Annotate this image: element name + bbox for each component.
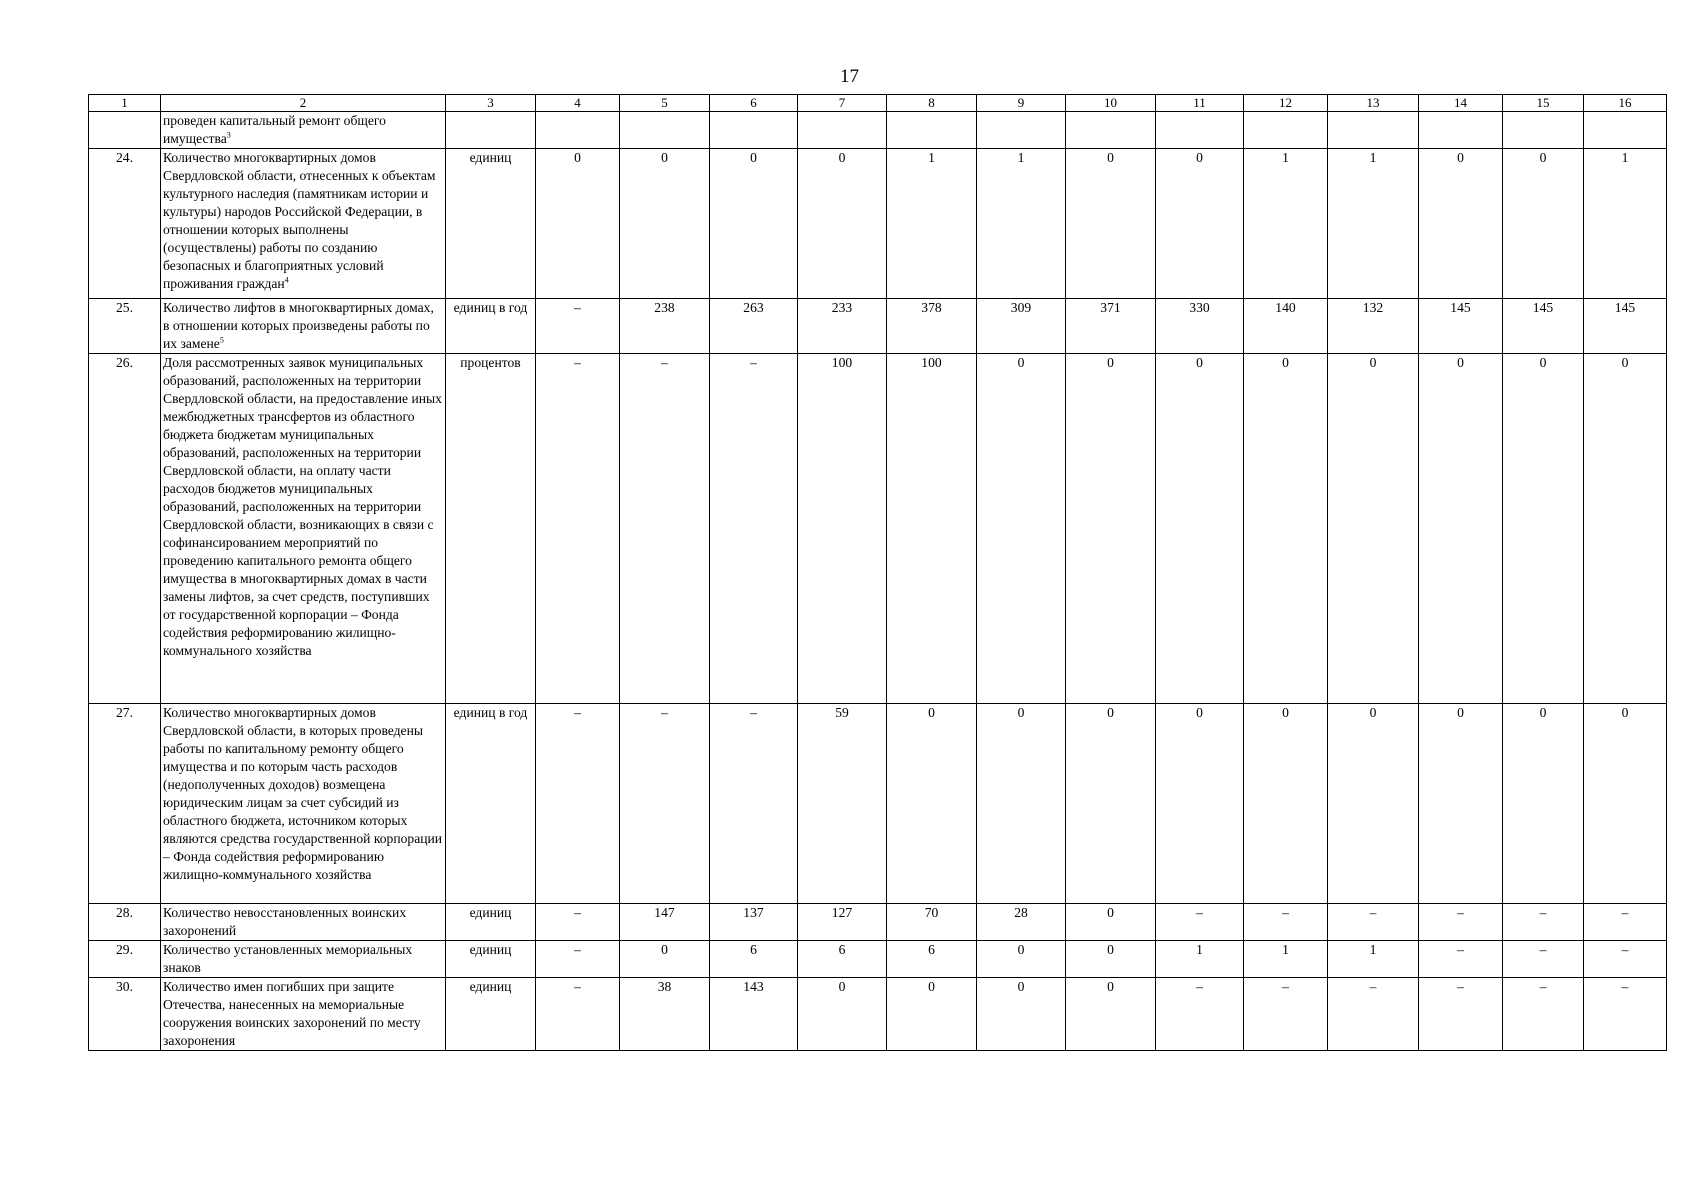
row-number: 26. (89, 354, 161, 704)
value-cell: 28 (977, 904, 1066, 941)
table-row (89, 299, 1667, 354)
value-cell (1584, 112, 1667, 149)
indicator-name-text: Количество невосстановленных воинских захоронений (163, 905, 407, 938)
value-cell: 0 (1419, 704, 1503, 904)
value-cell: 0 (1156, 704, 1244, 904)
value-cell: 0 (1156, 149, 1244, 299)
unit-of-measure: единиц (446, 978, 536, 1051)
value-cell: 127 (798, 904, 887, 941)
value-cell: 0 (1244, 704, 1328, 904)
value-cell: – (1244, 904, 1328, 941)
row-number: 28. (89, 904, 161, 941)
table-row (89, 941, 1667, 978)
value-cell: 1 (1328, 149, 1419, 299)
footnote-marker: 4 (284, 275, 289, 285)
value-cell: 1 (1244, 149, 1328, 299)
value-cell: 145 (1419, 299, 1503, 354)
value-cell: 0 (887, 978, 977, 1051)
indicator-name-text: Количество многоквартирных домов Свердловской области, отнесенных к объектам культурного наследия (памятникам истории и культуры) народов Российской Федерации, в отношении которых выполнены (осуществлены) работы по созданию безопасных и благоприятных условий проживания граждан (163, 150, 436, 291)
value-cell: 0 (1584, 704, 1667, 904)
value-cell (1244, 112, 1328, 149)
value-cell: 0 (1066, 978, 1156, 1051)
indicator-name (161, 299, 446, 354)
value-cell: 1 (1244, 941, 1328, 978)
column-header-8: 8 (887, 95, 977, 112)
indicator-name-text: Количество имен погибших при защите Отечества, нанесенных на мемориальные сооружения воинских захоронений по месту захоронения (163, 979, 421, 1048)
column-number-header (89, 95, 1667, 112)
value-cell: – (536, 978, 620, 1051)
unit-of-measure: единиц в год (446, 299, 536, 354)
value-cell: 147 (620, 904, 710, 941)
value-cell: 0 (798, 149, 887, 299)
column-header-11: 11 (1156, 95, 1244, 112)
value-cell: – (536, 904, 620, 941)
value-cell: 0 (710, 149, 798, 299)
value-cell: – (1419, 978, 1503, 1051)
value-cell: 140 (1244, 299, 1328, 354)
value-cell: 137 (710, 904, 798, 941)
column-header-15: 15 (1503, 95, 1584, 112)
column-header-6: 6 (710, 95, 798, 112)
indicator-name-text: проведен капитальный ремонт общего имущества (163, 113, 386, 146)
value-cell (1328, 112, 1419, 149)
value-cell: 0 (1503, 704, 1584, 904)
value-cell: 100 (887, 354, 977, 704)
value-cell: – (1503, 978, 1584, 1051)
value-cell: 143 (710, 978, 798, 1051)
value-cell: 0 (620, 941, 710, 978)
value-cell: – (1584, 978, 1667, 1051)
column-header-5: 5 (620, 95, 710, 112)
value-cell (620, 112, 710, 149)
table-row (89, 904, 1667, 941)
value-cell: 0 (1328, 354, 1419, 704)
footnote-marker: 3 (226, 130, 231, 140)
indicator-name (161, 978, 446, 1051)
value-cell (536, 112, 620, 149)
value-cell: – (710, 354, 798, 704)
value-cell: – (536, 704, 620, 904)
value-cell (1066, 112, 1156, 149)
value-cell: – (536, 299, 620, 354)
value-cell: – (1156, 978, 1244, 1051)
value-cell: 1 (977, 149, 1066, 299)
value-cell: – (620, 354, 710, 704)
value-cell: 0 (977, 354, 1066, 704)
value-cell (1419, 112, 1503, 149)
value-cell: 1 (1156, 941, 1244, 978)
unit-of-measure: единиц (446, 941, 536, 978)
unit-of-measure: процентов (446, 354, 536, 704)
indicators-table (88, 94, 1667, 1051)
value-cell: 100 (798, 354, 887, 704)
value-cell: 263 (710, 299, 798, 354)
value-cell (798, 112, 887, 149)
value-cell: 309 (977, 299, 1066, 354)
row-number (89, 112, 161, 149)
indicator-name-text: Количество установленных мемориальных знаков (163, 942, 413, 975)
value-cell: – (1584, 904, 1667, 941)
value-cell: 0 (1584, 354, 1667, 704)
column-header-3: 3 (446, 95, 536, 112)
column-header-9: 9 (977, 95, 1066, 112)
value-cell: 0 (620, 149, 710, 299)
row-number: 24. (89, 149, 161, 299)
column-header-4: 4 (536, 95, 620, 112)
value-cell: 0 (1066, 354, 1156, 704)
row-number: 29. (89, 941, 161, 978)
value-cell: 132 (1328, 299, 1419, 354)
value-cell: 0 (977, 978, 1066, 1051)
indicator-name (161, 112, 446, 149)
value-cell (887, 112, 977, 149)
table-row (89, 704, 1667, 904)
value-cell: 0 (1419, 149, 1503, 299)
value-cell: 6 (887, 941, 977, 978)
column-header-10: 10 (1066, 95, 1156, 112)
table-row (89, 354, 1667, 704)
indicator-name (161, 149, 446, 299)
value-cell: 0 (887, 704, 977, 904)
value-cell: 70 (887, 904, 977, 941)
column-header-2: 2 (161, 95, 446, 112)
value-cell: – (536, 941, 620, 978)
unit-of-measure: единиц (446, 904, 536, 941)
value-cell: 145 (1503, 299, 1584, 354)
row-number: 25. (89, 299, 161, 354)
value-cell: 0 (1066, 704, 1156, 904)
value-cell: 0 (1419, 354, 1503, 704)
value-cell: 0 (1066, 941, 1156, 978)
value-cell: – (1503, 941, 1584, 978)
row-number: 27. (89, 704, 161, 904)
value-cell (1156, 112, 1244, 149)
value-cell: 0 (1066, 149, 1156, 299)
value-cell: 1 (1328, 941, 1419, 978)
page-number: 17 (840, 66, 859, 87)
value-cell: – (1244, 978, 1328, 1051)
value-cell: 238 (620, 299, 710, 354)
column-header-7: 7 (798, 95, 887, 112)
value-cell: 0 (1328, 704, 1419, 904)
value-cell: – (1584, 941, 1667, 978)
row-number: 30. (89, 978, 161, 1051)
value-cell: 0 (977, 704, 1066, 904)
indicator-name-text: Доля рассмотренных заявок муниципальных образований, расположенных на территории Свердловской области, на предоставление иных межбюджетных трансфертов из областного бюджета бюджетам муниципальных образований, расположенных на территории Свердловской области, на оплату части расходов бюджетов муниципальных образований, расположенных на территории Свердловской области, возникающих в связи с софинансированием мероприятий по проведению капитального ремонта общего имущества в многоквартирных домах в части замены лифтов, за счет средств, поступивших от государственной корпорации – Фонда содействия реформированию жилищно-коммунального хозяйства (163, 355, 442, 658)
unit-of-measure (446, 112, 536, 149)
column-header-13: 13 (1328, 95, 1419, 112)
value-cell: 6 (798, 941, 887, 978)
value-cell: 0 (1066, 904, 1156, 941)
value-cell: 0 (1503, 354, 1584, 704)
value-cell: 38 (620, 978, 710, 1051)
footnote-marker: 5 (219, 335, 224, 345)
value-cell: 330 (1156, 299, 1244, 354)
value-cell: 0 (1244, 354, 1328, 704)
column-header-12: 12 (1244, 95, 1328, 112)
value-cell: 1 (887, 149, 977, 299)
value-cell: – (710, 704, 798, 904)
unit-of-measure: единиц (446, 149, 536, 299)
value-cell: – (1328, 978, 1419, 1051)
value-cell (710, 112, 798, 149)
column-header-1: 1 (89, 95, 161, 112)
table-row (89, 978, 1667, 1051)
value-cell (1503, 112, 1584, 149)
value-cell: 0 (536, 149, 620, 299)
value-cell: – (1156, 904, 1244, 941)
value-cell: – (620, 704, 710, 904)
value-cell: – (1328, 904, 1419, 941)
value-cell: 233 (798, 299, 887, 354)
value-cell: 0 (977, 941, 1066, 978)
value-cell: 0 (1156, 354, 1244, 704)
value-cell: 378 (887, 299, 977, 354)
value-cell (977, 112, 1066, 149)
indicator-name (161, 704, 446, 904)
value-cell: 0 (798, 978, 887, 1051)
indicator-name (161, 941, 446, 978)
unit-of-measure: единиц в год (446, 704, 536, 904)
table-row (89, 112, 1667, 149)
value-cell: 145 (1584, 299, 1667, 354)
value-cell: 1 (1584, 149, 1667, 299)
column-header-14: 14 (1419, 95, 1503, 112)
value-cell: – (536, 354, 620, 704)
table-row (89, 149, 1667, 299)
value-cell: 0 (1503, 149, 1584, 299)
indicator-name-text: Количество лифтов в многоквартирных домах, в отношении которых произведены работы по их замене (163, 300, 434, 351)
indicator-name (161, 354, 446, 704)
value-cell: 371 (1066, 299, 1156, 354)
value-cell: – (1419, 904, 1503, 941)
indicator-name (161, 904, 446, 941)
column-header-16: 16 (1584, 95, 1667, 112)
value-cell: 59 (798, 704, 887, 904)
value-cell: 6 (710, 941, 798, 978)
indicator-name-text: Количество многоквартирных домов Свердловской области, в которых проведены работы по капитальному ремонту общего имущества и по которым часть расходов (недополученных доходов) возмещена юридическим лицам за счет субсидий из областного бюджета, источником которых являются средства государственной корпорации – Фонда содействия реформированию жилищно-коммунального хозяйства (163, 705, 443, 882)
value-cell: – (1419, 941, 1503, 978)
value-cell: – (1503, 904, 1584, 941)
